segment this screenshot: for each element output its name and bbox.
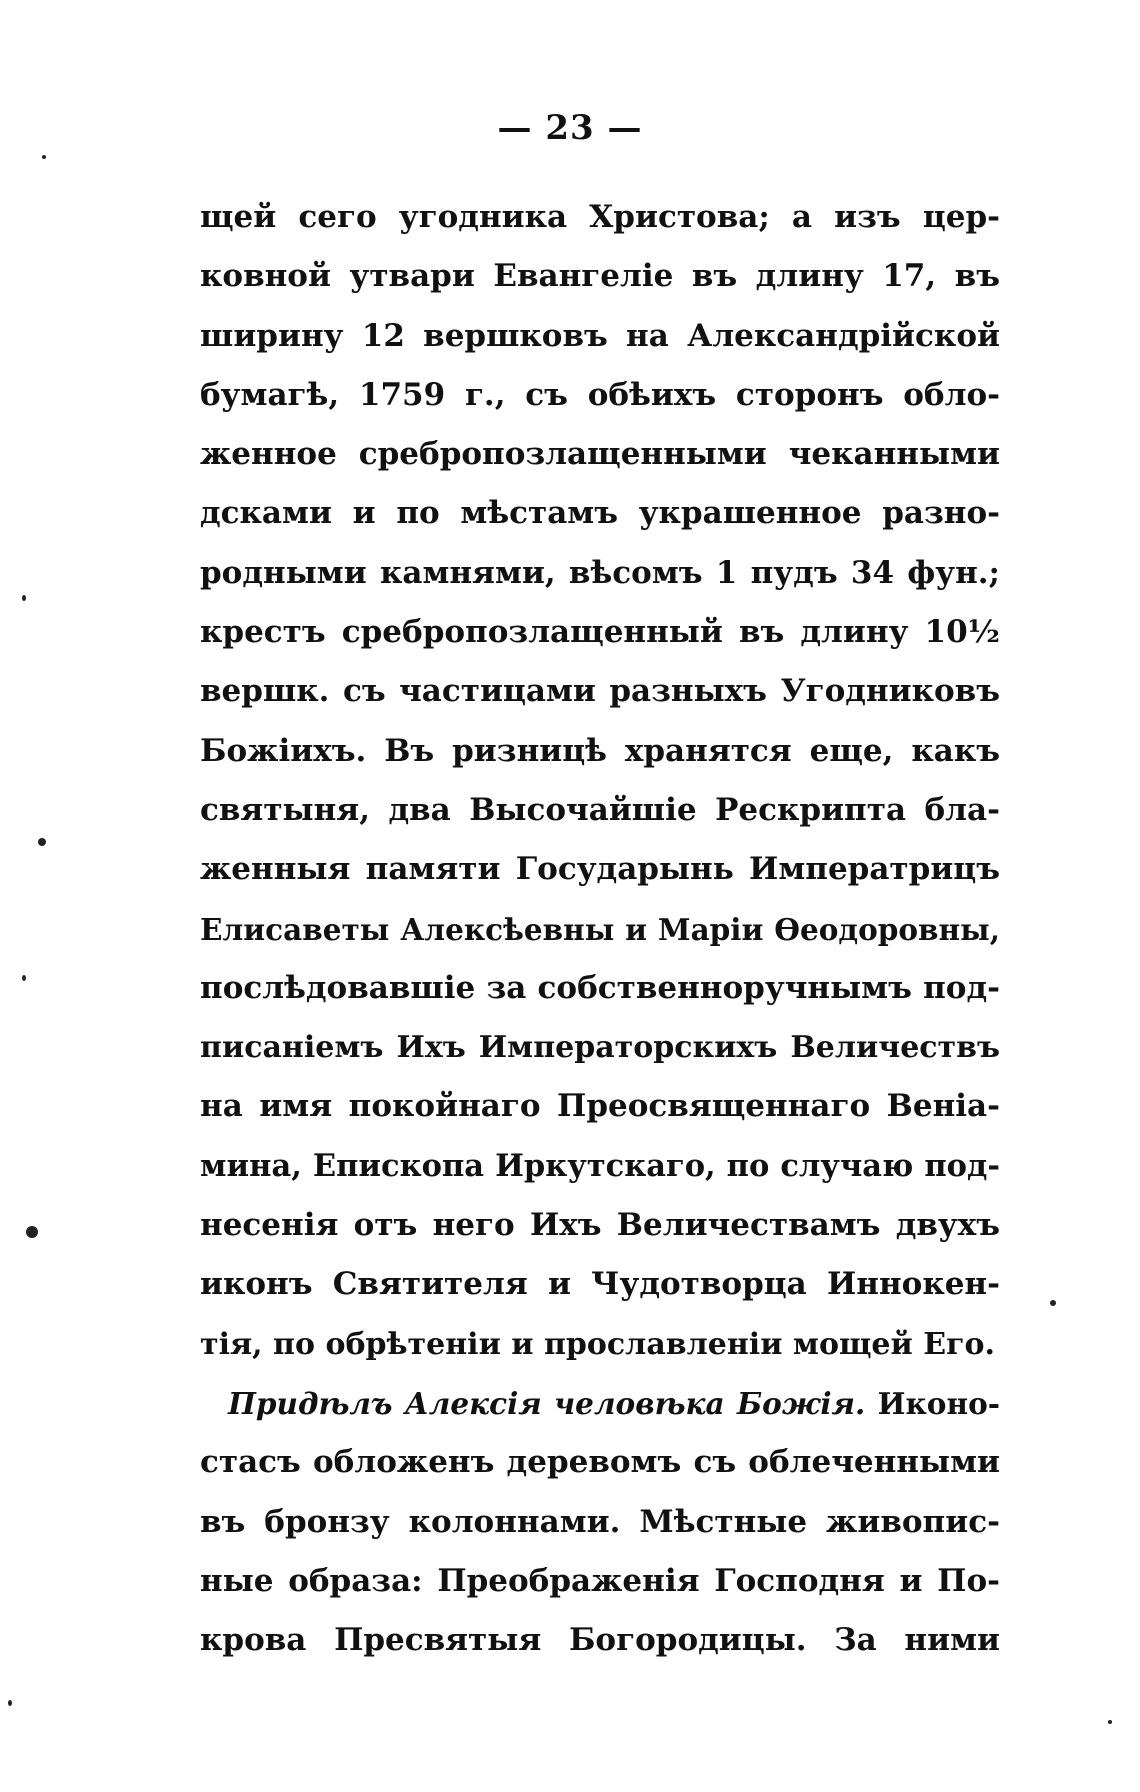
- text-line: ширину 12 вершковъ на Александрійской: [200, 317, 1000, 354]
- scan-speck: [26, 1226, 38, 1238]
- text-line: родными камнями, вѣсомъ 1 пудъ 34 фун.;: [200, 554, 1000, 591]
- text-line: Божіихъ. Въ ризницѣ хранятся еще, какъ: [200, 732, 1000, 769]
- scan-speck: [42, 155, 46, 159]
- text-line: крестъ сребропозлащенный въ длину 10½: [200, 614, 1000, 651]
- text-line: щей сего угодника Христова; а изъ цер-: [200, 199, 1000, 235]
- scan-speck: [1108, 1720, 1112, 1724]
- text-line: женныя памяти Государынь Императрицъ: [200, 851, 1000, 888]
- text-fragment: Иконо-: [877, 1385, 1000, 1421]
- text-line: стасъ обложенъ деревомъ съ облеченными: [200, 1444, 1000, 1481]
- text-line: на имя покойнаго Преосвященнаго Веніа-: [200, 1088, 1000, 1125]
- text-line: крова Пресвятыя Богородицы. За ними: [200, 1622, 1000, 1659]
- scan-speck: [1050, 1300, 1056, 1306]
- text-line: вершк. съ частицами разныхъ Угодниковъ: [200, 673, 1000, 710]
- text-line: тія, по обрѣтеніи и прославленіи мощей Его.: [200, 1326, 995, 1362]
- text-line: святыня, два Высочайшіе Рескрипта бла-: [200, 791, 1000, 828]
- scan-speck: [8, 1700, 12, 1706]
- text-line: несенія отъ него Ихъ Величествамъ двухъ: [200, 1207, 1000, 1244]
- chapel-heading: Придѣлъ Алексія человѣка Божія.: [228, 1385, 866, 1421]
- page-number: — 23 —: [497, 108, 643, 148]
- text-line: женное сребропозлащенными чеканными: [200, 436, 1000, 473]
- text-line: послѣдовавшіе за собственноручнымъ под-: [200, 969, 1000, 1006]
- text-line: иконъ Святителя и Чудотворца Иннокен-: [200, 1266, 1000, 1303]
- text-line: ковной утвари Евангеліе въ длину 17, въ: [200, 258, 1000, 295]
- text-line: мина, Епископа Иркутскаго, по случаю под-: [200, 1147, 1000, 1184]
- text-line: писаніемъ Ихъ Императорскихъ Величествъ: [200, 1030, 1000, 1066]
- paragraph-heading-line: [200, 1374, 1000, 1433]
- scan-speck: [22, 595, 26, 601]
- scan-speck: [22, 975, 26, 981]
- text-line: ные образа: Преображенія Господня и По-: [200, 1562, 1000, 1599]
- text-line: дсками и по мѣстамъ украшенное разно-: [200, 495, 1000, 532]
- text-line: въ бронзу колоннами. Мѣстные живопис-: [200, 1503, 1000, 1540]
- text-line: бумагѣ, 1759 г., съ обѣихъ сторонъ обло-: [200, 376, 1000, 413]
- scan-speck: [38, 838, 46, 846]
- body-text: [200, 188, 1000, 1670]
- text-line: Елисаветы Алексѣевны и Маріи Ѳеодоровны,: [200, 911, 1000, 947]
